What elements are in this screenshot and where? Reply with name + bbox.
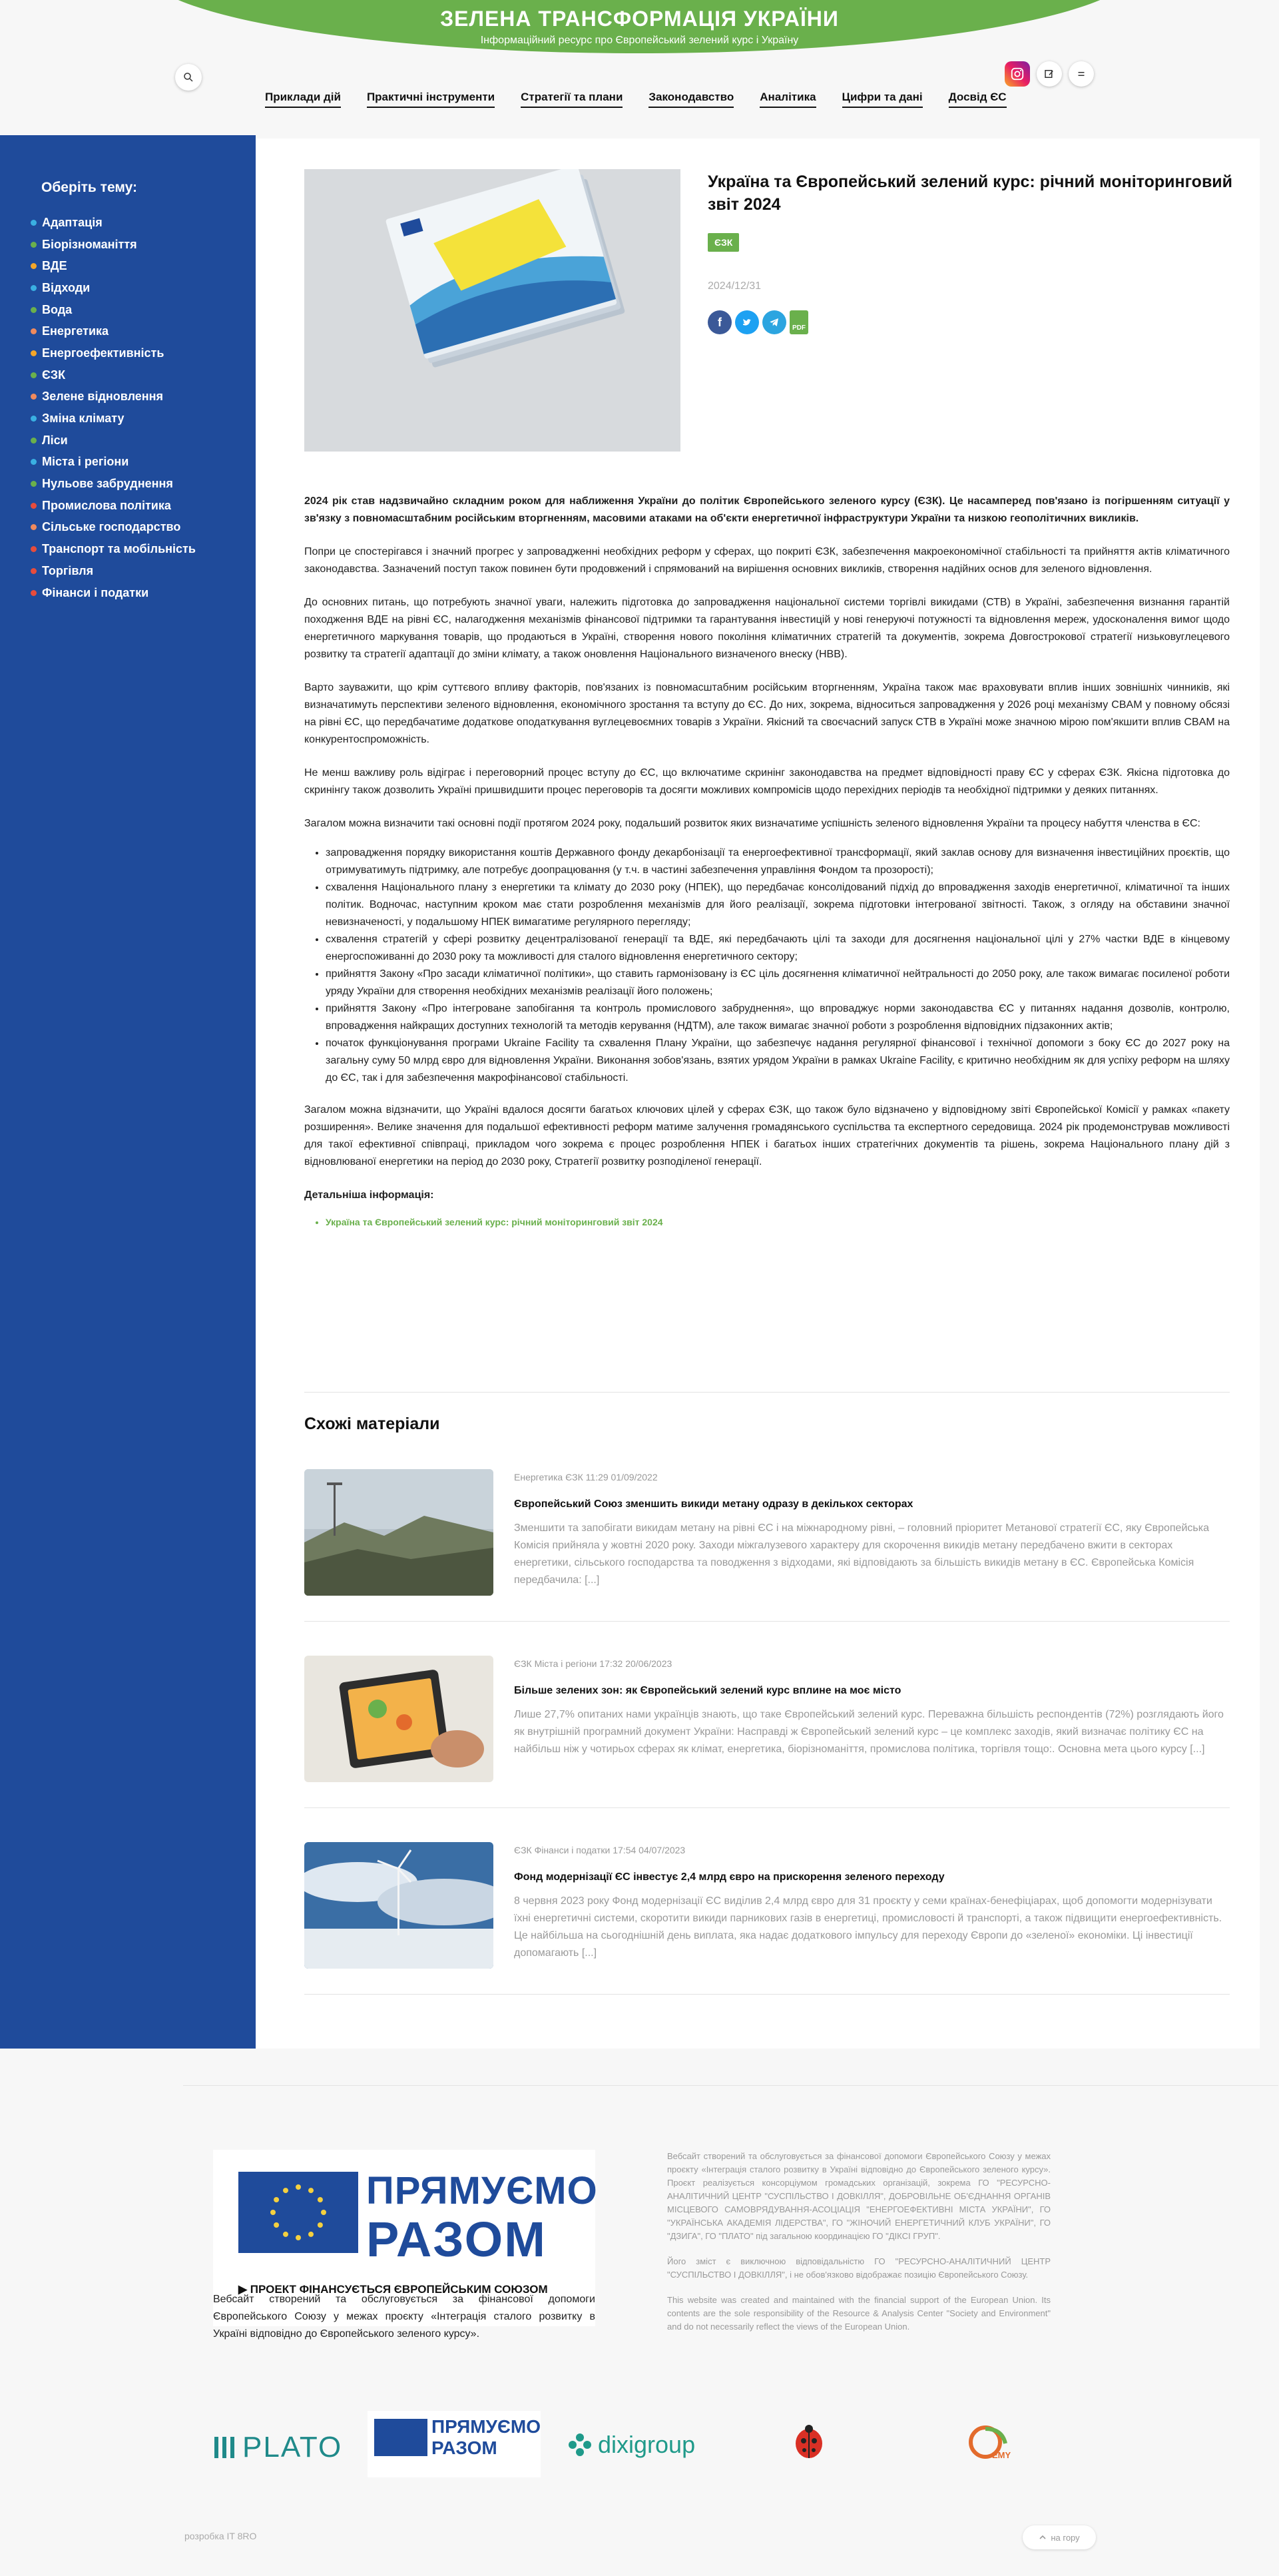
emy-logo-text: EMY — [992, 2450, 1011, 2460]
topic-dot-icon — [31, 307, 37, 313]
sidebar-topic-label: Торгівля — [42, 563, 94, 577]
related-image-3[interactable] — [304, 1842, 493, 1969]
sidebar-topic-item[interactable] — [31, 408, 196, 430]
emy-logo[interactable] — [965, 2421, 1019, 2471]
related-meta: Енергетика ЄЗК 11:29 01/09/2022 — [514, 1472, 658, 1482]
main-nav — [265, 91, 1033, 108]
related-meta: ЄЗК Міста і регіони 17:32 20/06/2023 — [514, 1658, 672, 1669]
sidebar-topic-item[interactable] — [31, 473, 196, 495]
article-paragraph: Загалом можна визначити такі основні події протягом 2024 року, подальший розвиток яких визначатиме успішність зеленого відновлення України та процесу набуття членства в ЄС: — [304, 818, 1200, 829]
developer-credit[interactable]: розробка IT 8RO — [184, 2531, 257, 2541]
sidebar-topic-item[interactable] — [31, 277, 196, 299]
twitter-share-icon[interactable] — [735, 310, 759, 334]
plato-logo[interactable] — [213, 2431, 342, 2464]
divider — [304, 1994, 1230, 1995]
related-image-1[interactable] — [304, 1469, 493, 1596]
sidebar-topic-item[interactable] — [31, 299, 196, 321]
topic-dot-icon — [31, 350, 37, 356]
sidebar-topic-item[interactable] — [31, 255, 196, 277]
related-excerpt: 8 червня 2023 року Фонд модернізації ЄС виділив 2,4 млрд євро для 31 проєкту у семи країнах-бенефіціарах, щоб допомогти модернізувати їхні енергетичні системи, скоротити викиди парникових газів в енергетиці, промисловості й транспорті, а також підвищити енергоефективність. Це найбільша на сьогоднішній день виплата, яка надає додаткового імпульсу для переходу Європи до «зеленої» економіки. Ці інвестиції допомагають [...] — [514, 1895, 1222, 1959]
eu-slogan-line1: ПРЯМУЄМО — [366, 2169, 598, 2212]
footer-caption: Вебсайт створений та обслуговується за фінансової допомоги Європейського Союзу у межах проєкту «Інтеграція сталого розвитку в Україні відповідно до Європейського зеленого курсу». — [213, 2294, 595, 2340]
footer-disclaimer — [667, 2150, 1051, 2346]
sidebar-topic-label: Транспорт та мобільність — [42, 542, 196, 556]
sidebar-topic-label: Біорізноманіття — [42, 237, 137, 251]
topic-dot-icon — [31, 546, 37, 552]
ladybug-logo[interactable] — [786, 2421, 832, 2471]
back-to-top-label: на гору — [1051, 2532, 1080, 2543]
eu-flag-icon — [238, 2172, 358, 2253]
sidebar-topic-label: Енергоефективність — [42, 346, 164, 360]
site-title[interactable]: ЗЕЛЕНА ТРАНСФОРМАЦІЯ УКРАЇНИ — [440, 7, 839, 31]
eu-project-text: ПРОЕКТ ФІНАНСУЄТЬСЯ ЄВРОПЕЙСЬКИМ СОЮЗОМ — [250, 2283, 548, 2296]
topic-dot-icon — [31, 568, 37, 574]
disclaimer-paragraph: This website was created and maintained with the financial support of the European Union. Its contents are the sole responsibility of the Resource & Analysis Center "Society and Environment" and do not necessarily reflect the views of the European Union. — [667, 2295, 1051, 2332]
pdf-download-icon[interactable]: PDF — [790, 310, 808, 334]
sidebar-topic-list — [31, 212, 196, 603]
footer-divider — [183, 2085, 1278, 2086]
topic-dot-icon — [31, 416, 37, 422]
share-buttons — [708, 310, 808, 334]
related-meta: ЄЗК Фінанси і податки 17:54 04/07/2023 — [514, 1845, 686, 1855]
similar-heading: Схожі матеріали — [304, 1415, 440, 1433]
article-body — [304, 493, 1230, 1231]
sidebar-topic-item[interactable] — [31, 538, 196, 560]
article-lead: 2024 рік став надзвичайно складним роком для наближення України до політик Європейського зеленого курсу (ЄЗК). Це насамперед пов'язано із погіршенням ситуації у зв'язку з повномасштабним російським вторгненням, масовими атаками на об'єкти енергетичної інфраструктури України та низкою геополітичних викликів. — [304, 495, 1230, 524]
plato-logo-text: PLATO — [242, 2431, 343, 2463]
related-title[interactable]: Фонд модернізації ЄС інвестує 2,4 млрд євро на прискорення зеленого переходу — [514, 1871, 945, 1883]
related-image-2[interactable] — [304, 1656, 493, 1782]
sidebar-topic-item[interactable] — [31, 364, 196, 386]
header-actions — [1005, 61, 1094, 87]
list-item: • початок функціонування програми Ukraine Facility та схвалення Плану України, що забезпечує надання регулярної фінансової і технічної допомоги з боку ЄС до 2027 року на загальну суму 50 млрд євро для відновлення України. Виконання зобов'язань, взятих урядом України в рамках Ukraine Facility, є критично необхідним як для успіху реформ на шляху до ЄС, так і для забезпечення макрофінансової стабільності. — [326, 1035, 1230, 1087]
more-info-heading: Детальніша інформація: — [304, 1189, 434, 1201]
topic-dot-icon — [31, 242, 37, 248]
sidebar-topic-item[interactable] — [31, 517, 196, 539]
sidebar-topic-label: Енергетика — [42, 324, 109, 338]
related-title[interactable]: Європейський Союз зменшить викиди метану одразу в декількох секторах — [514, 1498, 913, 1510]
article-paragraph: До основних питань, що потребують значної уваги, належить підготовка до запровадження національної системи торгівлі викидами (СТВ) в Україні, забезпечення визнання гарантій походження ВДЕ на рівні ЄС, налагодження механізмів фінансової підтримки та гарантування інвестицій у нові генеруючі потужності та відновлення мереж, удосконалення вимог щодо енергетичного маркування товарів, що продаються в Україні, створення нового покоління кліматичних стратегій та документів, зокрема Довгострокової стратегії низьковуглецевого розвитку та стратегії адаптації до зміни клімату, а також оновлення Національного визначеного внеску (НВВ). — [304, 597, 1230, 660]
facebook-share-icon[interactable]: f — [708, 310, 732, 334]
nav-item[interactable]: Законодавство — [648, 91, 734, 108]
article-paragraph: Попри це спостерігався і значний прогрес у запровадженні необхідних реформ у сферах, що покриті ЄЗК, забезпечення макроекономічної стабільності та прийняття актів кліматичного законодавства. Зазначений поступ також повинен бути продовжений і спрямований на вирішення основних викликів, створення надійних основ для зеленого відновлення. — [304, 546, 1230, 575]
sidebar-topic-label: Сільське господарство — [42, 520, 181, 534]
related-excerpt: Лише 27,7% опитаних нами українців знають, що таке Європейський зелений курс. Переважна більшість респондентів (72%) розглядають його як внутрішній програмний документ України: Насправді ж Європейський зелений курс – це комплекс заходів, який визначає політику ЄС на найбільш ніж у чотирьох сферах як клімат, енергетика, біорізноманіття, промислова політика, торгівля тощо:. Основна мета цього курсу [...] — [514, 1709, 1224, 1755]
related-title[interactable]: Більше зелених зон: як Європейський зелений курс вплине на моє місто — [514, 1685, 901, 1696]
nav-item[interactable]: Досвід ЄС — [949, 91, 1007, 108]
sidebar-topic-label: Ліси — [42, 433, 68, 447]
sidebar-topic-item[interactable] — [31, 560, 196, 582]
article-paragraph: Загалом можна відзначити, що Україні вдалося досягти багатьох ключових цілей у сферах ЄЗК, що також було відзначено у відповідному звіті Європейської Комісії у рамках «пакету розширення». Велике значення для подальшої ефективності реформ матиме залучення громадянського суспільства та експертного середовища. 2024 рік продемонстрував можливості для такої ефективної співпраці, прикладом чого зокрема є процес розроблення НПЕК і багатьох інших стратегічних документів та рішень, зокрема Національного плану дій з відновлюваної енергетики на період до 2030 року, Стратегії розвитку розподіленої генерації. — [304, 1104, 1230, 1167]
search-button[interactable] — [175, 64, 202, 91]
sidebar-topic-item[interactable] — [31, 320, 196, 342]
eu-project-label: ▶ ПРОЕКТ ФІНАНСУЄТЬСЯ ЄВРОПЕЙСЬКИМ СОЮЗОМ — [238, 2283, 548, 2296]
list-item: • схвалення Національного плану з енергетики та клімату до 2030 року (НПЕК), що передбачає консолідований підхід до впровадження заходів енергетичної, кліматичної та інших політик. Водночас, наступним кроком має стати розроблення механізмів для його реалізації, зокрема підготовки інтегрованої звітності. Також, з огляду на обставини значної невизначеності, у подальшому НПЕК вимагатиме регулярного перегляду; — [326, 879, 1230, 931]
sidebar-topic-item[interactable] — [31, 582, 196, 604]
related-excerpt: Зменшити та запобігати викидам метану на рівні ЄС і на міжнародному рівні, – головний пріоритет Метанової стратегії ЄС, яку Європейська Комісія прийняла у жовтні 2020 року. Заходи міжгалузевого характеру для скорочення викидів метану передбачено вжити в секторах енергетики, сільського господарства та поводження з відходами, які відповідають за більшість викидів метану в ЄС. Європейська Комісія передбачила: [...] — [514, 1522, 1209, 1586]
pryamuyemo-logo-text: ПРЯМУЄМО РАЗОМ — [431, 2416, 541, 2458]
sidebar-topic-label: Промислова політика — [42, 498, 171, 512]
more-info-link[interactable]: • Україна та Європейський зелений курс: річний моніторинговий звіт 2024 — [326, 1213, 1230, 1231]
topic-dot-icon — [31, 220, 37, 226]
telegram-share-icon[interactable] — [762, 310, 786, 334]
topic-dot-icon — [31, 394, 37, 400]
partner-logos — [213, 2411, 1079, 2477]
sidebar-topic-label: ЄЗК — [42, 368, 66, 382]
topic-dot-icon — [31, 285, 37, 291]
sidebar-topic-item[interactable] — [31, 212, 196, 234]
sidebar-topic-item[interactable] — [31, 495, 196, 517]
list-item: • прийняття Закону «Про інтегроване запобігання та контроль промислового забруднення», що впроваджує норми законодавства ЄС у питаннях надання дозволів, контролю, впровадження найкращих доступних технологій та методів керування (НДТМ), але також вимагає значної роботи з розроблення відповідних підзаконних актів; — [326, 1000, 1230, 1035]
nav-item[interactable]: Стратегії та плани — [521, 91, 623, 108]
site-subtitle: Інформаційний ресурс про Європейський зелений курс і Україну — [480, 35, 799, 46]
nav-item[interactable]: Аналітика — [760, 91, 816, 108]
search-icon — [182, 71, 194, 83]
list-item: • прийняття Закону «Про засади кліматичної політики», що ставить гармонізовану із ЄС ціль досягнення кліматичної нейтральності до 2050 року, але також вимагає посиленої роботи уряду України для створення необхідних механізмів реалізації його положень; — [326, 966, 1230, 1000]
sidebar-topic-label: Зміна клімату — [42, 412, 125, 426]
sidebar-topic-label: Адаптація — [42, 215, 103, 229]
instagram-icon[interactable] — [1005, 61, 1030, 87]
divider — [304, 1392, 1230, 1393]
sidebar-topic-label: Зелене відновлення — [42, 390, 164, 404]
topic-dot-icon — [31, 524, 37, 530]
chevron-up-icon — [1039, 2533, 1047, 2541]
article-tag[interactable]: ЄЗК — [708, 233, 739, 252]
article-title: Україна та Європейський зелений курс: річний моніторинговий звіт 2024 — [708, 172, 1233, 214]
edit-icon[interactable] — [1037, 61, 1062, 87]
disclaimer-paragraph: Вебсайт створений та обслуговується за фінансової допомоги Європейського Союзу у межах проєкту «Інтеграція сталого розвитку в Україні відповідно до Європейського зеленого курсу». Проєкт реалізується консорціумом громадських організацій, зокрема ГО "РЕСУРСНО-АНАЛІТИЧНИЙ ЦЕНТР "СУСПІЛЬСТВО І ДОВКІЛЛЯ", ДОБРОВІЛЬНЕ ОБ'ЄДНАННЯ ОРГАНІВ МІСЦЕВОГО САМОВРЯДУВАННЯ-АСОЦІАЦІЯ "ЕНЕРГОЕФЕКТИВНІ МІСТА УКРАЇНИ", ГО "УКРАЇНСЬКА АКАДЕМІЯ ЛІДЕРСТВА", ГО "ЖІНОЧИЙ ЕНЕРГЕТИЧНИЙ КЛУБ УКРАЇНИ", ГО "ДЗИГА", ГО "ПЛАТО" під загальною координацією ГО "ДІКСІ ГРУП". — [667, 2151, 1051, 2241]
topic-dot-icon — [31, 263, 37, 269]
article-bullet-list — [326, 844, 1230, 1087]
sidebar-title: Оберіть тему: — [41, 180, 138, 195]
divider — [304, 1621, 1230, 1622]
topic-dot-icon — [31, 372, 37, 378]
dixigroup-logo-text: dixigroup — [598, 2431, 696, 2458]
topic-dot-icon — [31, 438, 37, 444]
topic-dot-icon — [31, 590, 37, 596]
disclaimer-paragraph: Його зміст є виключною відповідальністю ГО "РЕСУРСНО-АНАЛІТИЧНИЙ ЦЕНТР "СУСПІЛЬСТВО І ДОВКІЛЛЯ", і не обов'язково відображає позицію Європейського Союзу. — [667, 2256, 1051, 2280]
nav-item[interactable]: Практичні інструменти — [367, 91, 495, 108]
more-info-list — [326, 1213, 1230, 1231]
sidebar-topic-item[interactable] — [31, 452, 196, 474]
topic-dot-icon — [31, 328, 37, 334]
article-paragraph: Не менш важливу роль відіграє і переговорний процес вступу до ЄС, що включатиме скринінг законодавства на предмет відповідності праву ЄС у сферах ЄЗК. Якісна підготовка до скринінгу також дозволить Україні пришвидшити процес переговорів та досягти можливих компромісів щодо перехідних періодів та необхідної підтримки у деяких питаннях. — [304, 767, 1230, 796]
sidebar-topic-label: Відходи — [42, 280, 91, 294]
sidebar-topic-label: ВДЕ — [42, 259, 67, 273]
nav-item[interactable]: Приклади дій — [265, 91, 341, 108]
nav-item[interactable]: Цифри та дані — [842, 91, 923, 108]
sidebar-topic-item[interactable] — [31, 386, 196, 408]
sidebar-topic-label: Вода — [42, 302, 73, 316]
sidebar-topic-label: Нульове забруднення — [42, 477, 173, 491]
article-cover-image — [304, 169, 680, 452]
topic-dot-icon — [31, 459, 37, 465]
pryamuyemo-logo[interactable] — [368, 2411, 541, 2477]
menu-icon[interactable] — [1069, 61, 1094, 87]
list-item: • запровадження порядку використання коштів Державного фонду декарбонізації та енергоефективної трансформації, який заклав основу для визначення інвестиційних проєктів, що отримуватимуть підтримку, але потребує доопрацювання (у т.ч. в частині забезпечення управління Фондом та прозорості); — [326, 844, 1230, 879]
eu-slogan-line2: РАЗОМ — [366, 2212, 547, 2267]
article-paragraph: Варто зауважити, що крім суттєвого впливу факторів, пов'язаних із повномасштабним російським вторгненням, Україна також має враховувати вплив інших зовнішніх чинників, які визначатимуть перспективи зеленого відновлення, економічного зростання та вступу до ЄС. До них, зокрема, відноситься запровадження у 2026 році механізму CBAM у повному обсязі на рівні ЄС, що передбачатиме додаткове оподаткування вуглецевоємних товарів з України. Якісний та своєчасний запуск СТВ в Україні може значною мірою пом'якшити вплив CBAM на конкурентоспроможність. — [304, 682, 1230, 745]
article-date: 2024/12/31 — [708, 280, 762, 292]
topic-dot-icon — [31, 481, 37, 487]
sidebar-topic-label: Фінанси і податки — [42, 585, 149, 599]
sidebar-topic-item[interactable] — [31, 430, 196, 452]
topic-dot-icon — [31, 503, 37, 509]
sidebar-topic-label: Міста і регіони — [42, 455, 129, 469]
sidebar-topic-item[interactable] — [31, 342, 196, 364]
dixigroup-logo[interactable] — [566, 2431, 695, 2459]
sidebar-topic-item[interactable] — [31, 234, 196, 256]
list-item: • схвалення стратегій у сфері розвитку децентралізованої генерації та ВДЕ, які передбачають цілі та заходи для досягнення національної цілі у 27% частки ВДЕ в кінцевому енергоспоживанні до 2030 року та можливості для сталого відновлення енергетичного сектору; — [326, 931, 1230, 966]
back-to-top-button[interactable] — [1023, 2525, 1096, 2549]
divider — [304, 1807, 1230, 1808]
